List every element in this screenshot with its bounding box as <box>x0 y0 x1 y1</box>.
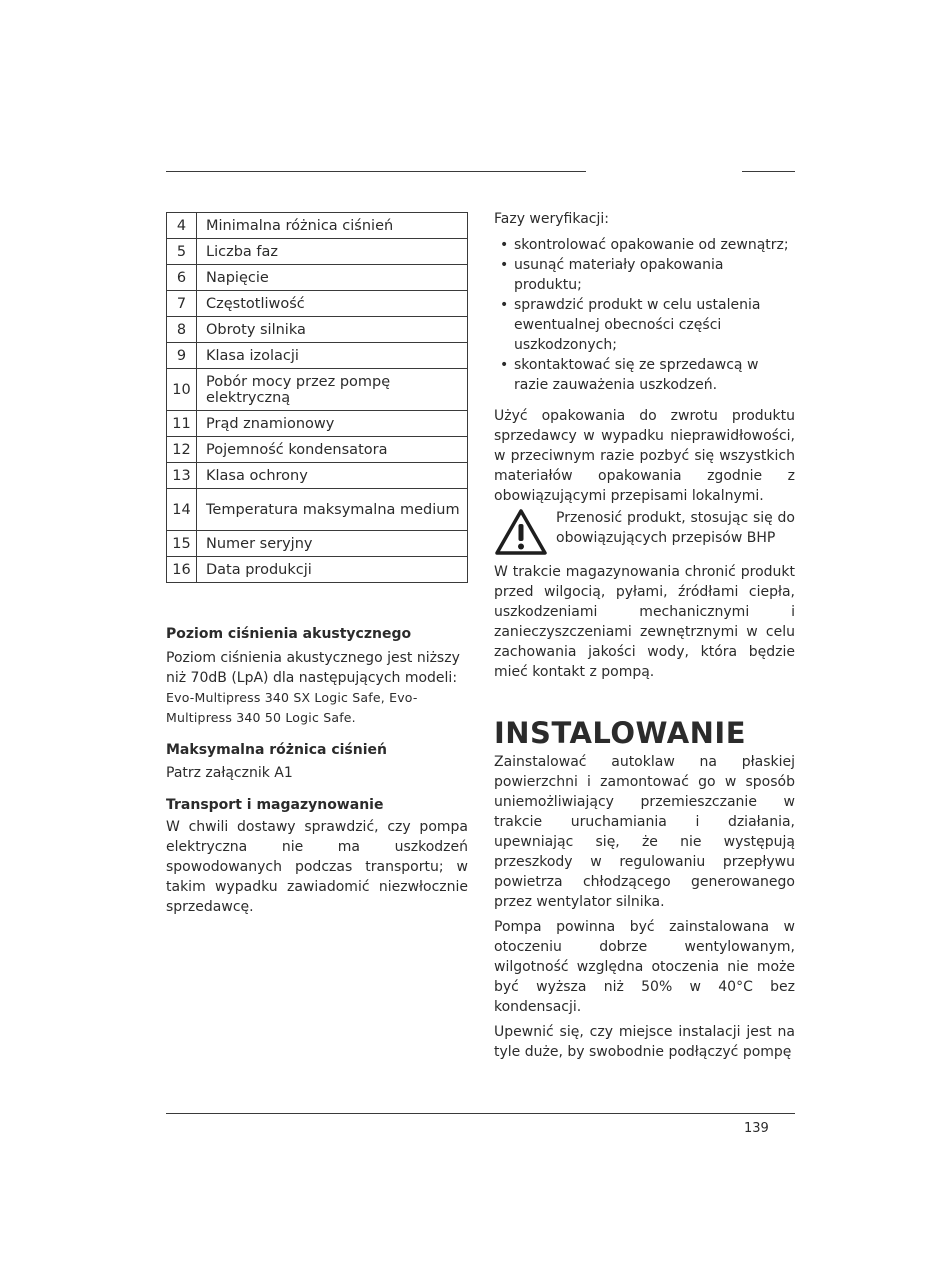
install-paragraph-3: Upewnić się, czy miejsce instalacji jest na tyle duże, by swobodnie podłączyć pompę <box>494 1024 795 1060</box>
table-cell-number: 4 <box>167 213 197 239</box>
table-row <box>167 369 468 411</box>
table-cell-label: Pobór mocy przez pompę elektryczną <box>197 369 468 411</box>
table-row <box>167 437 468 463</box>
warning-text: Przenosić produkt, stosując się do obowiązujących przepisów BHP <box>556 510 795 546</box>
install-paragraph-1: Zainstalować autoklaw na płaskiej powierzchni i zamontować go w sposób uniemożliwiający przemieszczanie w trakcie uruchamiania i działania, upewniając się, że nie występują przeszkody w regulowaniu przepływu powietrza chłodzącego generowanego przez wentylator silnika. <box>494 754 795 910</box>
table-cell-number: 8 <box>167 317 197 343</box>
table-row <box>167 531 468 557</box>
table-cell-number: 10 <box>167 369 197 411</box>
list-item: • sprawdzić produkt w celu ustalenia ewentualnej obecności części uszkodzonych; <box>494 295 795 355</box>
header-rule-left <box>166 171 586 172</box>
table-cell-number: 9 <box>167 343 197 369</box>
table-row <box>167 489 468 531</box>
right-column <box>494 209 795 1062</box>
warning-notice <box>494 508 795 556</box>
maxdiff-heading: Maksymalna różnica ciśnień <box>166 742 387 758</box>
table-cell-label: Obroty silnika <box>197 317 468 343</box>
packaging-paragraph: Użyć opakowania do zwrotu produktu sprzedawcy w wypadku nieprawidłowości, w przeciwnym razie pozbyć się wszystkich materiałów opakowania zgodnie z obowiązującymi przepisami lokalnymi. <box>494 408 795 504</box>
table-cell-number: 12 <box>167 437 197 463</box>
table-cell-label: Data produkcji <box>197 557 468 583</box>
noise-heading: Poziom ciśnienia akustycznego <box>166 626 412 642</box>
header-rule-right <box>742 171 795 172</box>
page-number: 139 <box>744 1121 769 1136</box>
table-cell-label: Prąd znamionowy <box>197 411 468 437</box>
table-cell-label: Napięcie <box>197 265 468 291</box>
noise-models: Evo-Multipress 340 SX Logic Safe, Evo-Multipress 340 50 Logic Safe. <box>166 690 418 725</box>
table-row <box>167 463 468 489</box>
table-row <box>167 343 468 369</box>
transport-body: W chwili dostawy sprawdzić, czy pompa elektryczna nie ma uszkodzeń spowodowanych podczas transportu; w takim wypadku zawiadomić niezwłocznie sprzedawcę. <box>166 819 468 915</box>
table-cell-number: 16 <box>167 557 197 583</box>
left-column <box>166 212 468 917</box>
install-title: INSTALOWANIE <box>494 716 747 750</box>
maxdiff-body: Patrz załącznik A1 <box>166 765 293 781</box>
verification-intro: Fazy weryfikacji: <box>494 211 609 227</box>
warning-triangle-icon <box>494 508 548 556</box>
verification-list <box>494 235 795 395</box>
table-cell-label: Temperatura maksymalna medium <box>197 489 468 531</box>
list-item: • skontaktować się ze sprzedawcą w razie zauważenia uszkodzeń. <box>494 355 795 395</box>
table-cell-number: 13 <box>167 463 197 489</box>
transport-heading: Transport i magazynowanie <box>166 797 384 813</box>
table-cell-number: 6 <box>167 265 197 291</box>
storage-paragraph: W trakcie magazynowania chronić produkt przed wilgocią, pyłami, źródłami ciepła, uszkodzeniami mechanicznymi i zanieczyszczeniami zewnętrznymi w celu zachowania jakości wody, która będzie mieć kontakt z pompą. <box>494 564 795 680</box>
table-cell-label: Pojemność kondensatora <box>197 437 468 463</box>
table-row <box>167 557 468 583</box>
table-row <box>167 213 468 239</box>
table-cell-label: Klasa izolacji <box>197 343 468 369</box>
list-item: • usunąć materiały opakowania produktu; <box>494 255 795 295</box>
table-cell-number: 11 <box>167 411 197 437</box>
table-cell-label: Numer seryjny <box>197 531 468 557</box>
table-row <box>167 291 468 317</box>
list-item: • skontrolować opakowanie od zewnątrz; <box>494 235 795 255</box>
install-paragraph-2: Pompa powinna być zainstalowana w otoczeniu dobrze wentylowanym, wilgotność względna otoczenia nie może być wyższa niż 50% w 40°C bez kondensacji. <box>494 919 795 1015</box>
table-cell-number: 7 <box>167 291 197 317</box>
spec-table <box>166 212 468 583</box>
table-row <box>167 317 468 343</box>
table-cell-number: 5 <box>167 239 197 265</box>
table-row <box>167 265 468 291</box>
table-row <box>167 239 468 265</box>
table-row <box>167 411 468 437</box>
noise-body: Poziom ciśnienia akustycznego jest niższy niż 70dB (LpA) dla następujących modeli: <box>166 650 460 686</box>
table-cell-label: Liczba faz <box>197 239 468 265</box>
table-cell-label: Klasa ochrony <box>197 463 468 489</box>
table-cell-label: Minimalna różnica ciśnień <box>197 213 468 239</box>
table-cell-label: Częstotliwość <box>197 291 468 317</box>
table-cell-number: 15 <box>167 531 197 557</box>
footer-rule <box>166 1113 795 1114</box>
table-cell-number: 14 <box>167 489 197 531</box>
